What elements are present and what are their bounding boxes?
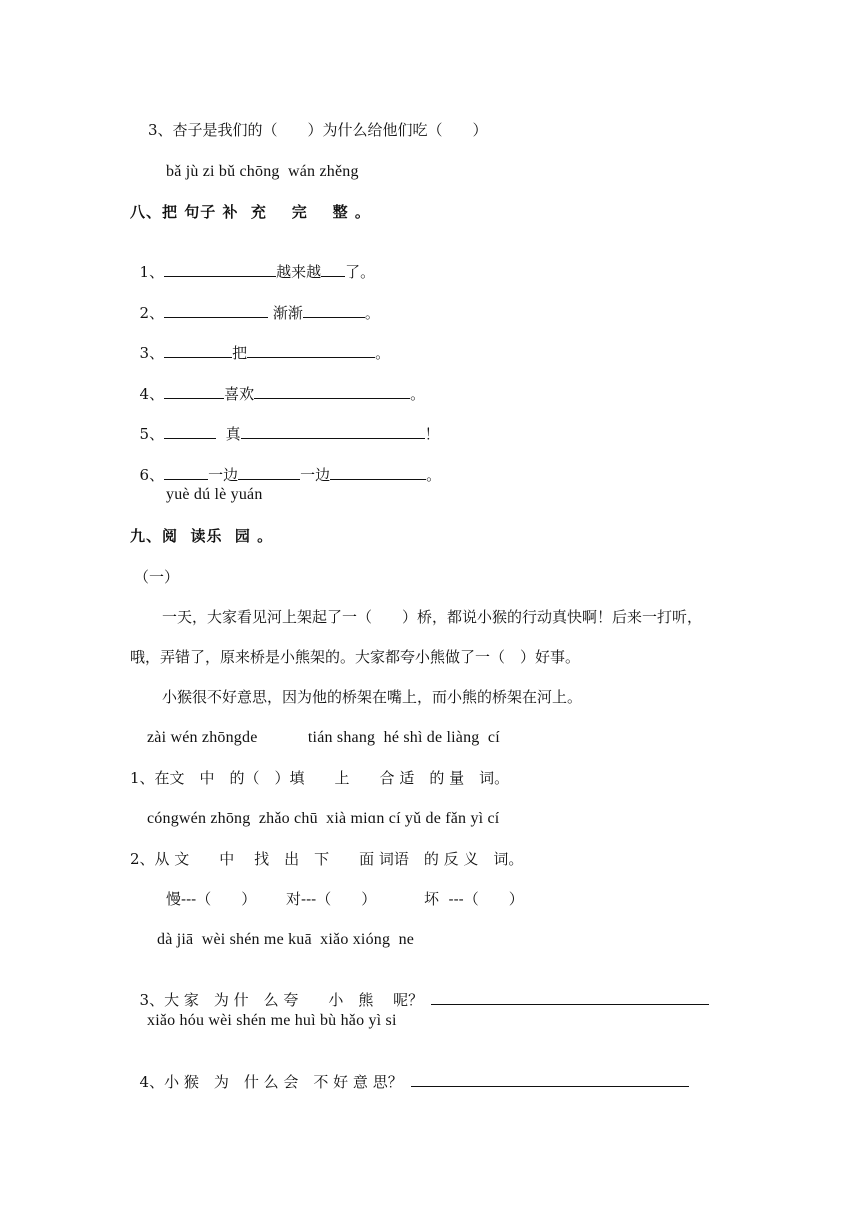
answer-blank[interactable]: [241, 424, 425, 439]
fill-item-4: [130, 364, 425, 404]
section8-pinyin: bǎ jù zi bǔ chōng wán zhěng: [166, 163, 359, 180]
answer-blank[interactable]: [321, 262, 345, 277]
antonym-right: 对---（ ）: [286, 890, 377, 908]
fill-item-3: [130, 323, 390, 363]
answer-blank[interactable]: [247, 343, 375, 358]
section8-heading: 八、把 句子 补 充 完 整 。: [130, 203, 371, 221]
question-4: [130, 1052, 689, 1092]
item-text: 。: [364, 304, 380, 322]
item-number: 3、: [139, 344, 165, 362]
answer-blank[interactable]: [238, 465, 300, 480]
question-3-pinyin: dà jiā wèi shén me kuā xiǎo xióng ne: [157, 931, 415, 948]
question-3-top: 3、杏子是我们的（ ）为什么给他们吃（ ）: [148, 121, 488, 139]
item-number: 1、: [139, 263, 165, 281]
item-number: 4、: [139, 385, 165, 403]
question-3: [130, 970, 709, 1010]
passage-paragraph-1: 一天，大家看见河上架起了一（ ）桥，都说小猴的行动真快啊！后来一打听，哦，弄错了，原来桥是小熊架的。大家都夸小熊做了一（ ）好事。: [130, 608, 703, 666]
item-text: 真: [216, 425, 241, 443]
question-3-text: 3、大 家 为 什 么 夸 小 熊 呢？: [139, 991, 424, 1009]
item-text: 了。: [345, 263, 376, 281]
fill-item-6: [130, 445, 441, 485]
item-text: ！: [424, 425, 440, 443]
answer-blank[interactable]: [330, 465, 426, 480]
item-text: 把: [232, 344, 248, 362]
fill-item-5: [130, 404, 440, 444]
section9-heading: 九、阅 读乐 园 。: [130, 527, 274, 545]
item-text: 。: [375, 344, 391, 362]
question-2: 2、从 文 中 找 出 下 面 词语 的 反 义 词。: [130, 850, 524, 868]
answer-blank[interactable]: [164, 303, 268, 318]
item-text: 一边: [300, 466, 331, 484]
question-1-pinyin: zài wén zhōngde tián shang hé shì de liàng cí: [147, 729, 500, 746]
answer-blank[interactable]: [164, 343, 232, 358]
answer-line[interactable]: [431, 990, 709, 1005]
item-text: 喜欢: [224, 385, 255, 403]
answer-blank[interactable]: [164, 262, 276, 277]
question-4-pinyin: xiǎo hóu wèi shén me huì bù hǎo yì si: [147, 1012, 397, 1029]
question-4-text: 4、小 猴 为 什 么 会 不 好 意 思？: [139, 1073, 403, 1091]
fill-item-2: [130, 283, 380, 323]
question-2-pinyin: cóngwén zhōng zhǎo chū xià miɑn cí yǔ de fǎn yì cí: [147, 810, 500, 827]
item-text: 一边: [208, 466, 239, 484]
question-1: 1、在文 中 的（ ）填 上 合 适 的 量 词。: [130, 769, 510, 787]
item-text: 越来越: [276, 263, 322, 281]
item-number: 5、: [139, 425, 165, 443]
item-text: 。: [426, 466, 442, 484]
section9-pinyin: yuè dú lè yuán: [166, 486, 263, 503]
answer-blank[interactable]: [164, 465, 208, 480]
item-number: 6、: [139, 466, 165, 484]
antonym-slow: 慢---（ ）: [166, 890, 257, 908]
item-number: 2、: [139, 304, 165, 322]
answer-line[interactable]: [411, 1072, 689, 1087]
fill-item-1: [130, 242, 375, 282]
item-text: 渐渐: [268, 304, 303, 322]
antonym-bad: 坏 ---（ ）: [424, 890, 524, 908]
passage-paragraph-2: 小猴很不好意思，因为他的桥架在嘴上，而小熊的桥架在河上。: [162, 688, 583, 706]
item-text: 。: [410, 385, 426, 403]
answer-blank[interactable]: [164, 384, 224, 399]
answer-blank[interactable]: [303, 303, 365, 318]
answer-blank[interactable]: [254, 384, 410, 399]
answer-blank[interactable]: [164, 424, 216, 439]
passage-number: （一）: [134, 568, 180, 586]
